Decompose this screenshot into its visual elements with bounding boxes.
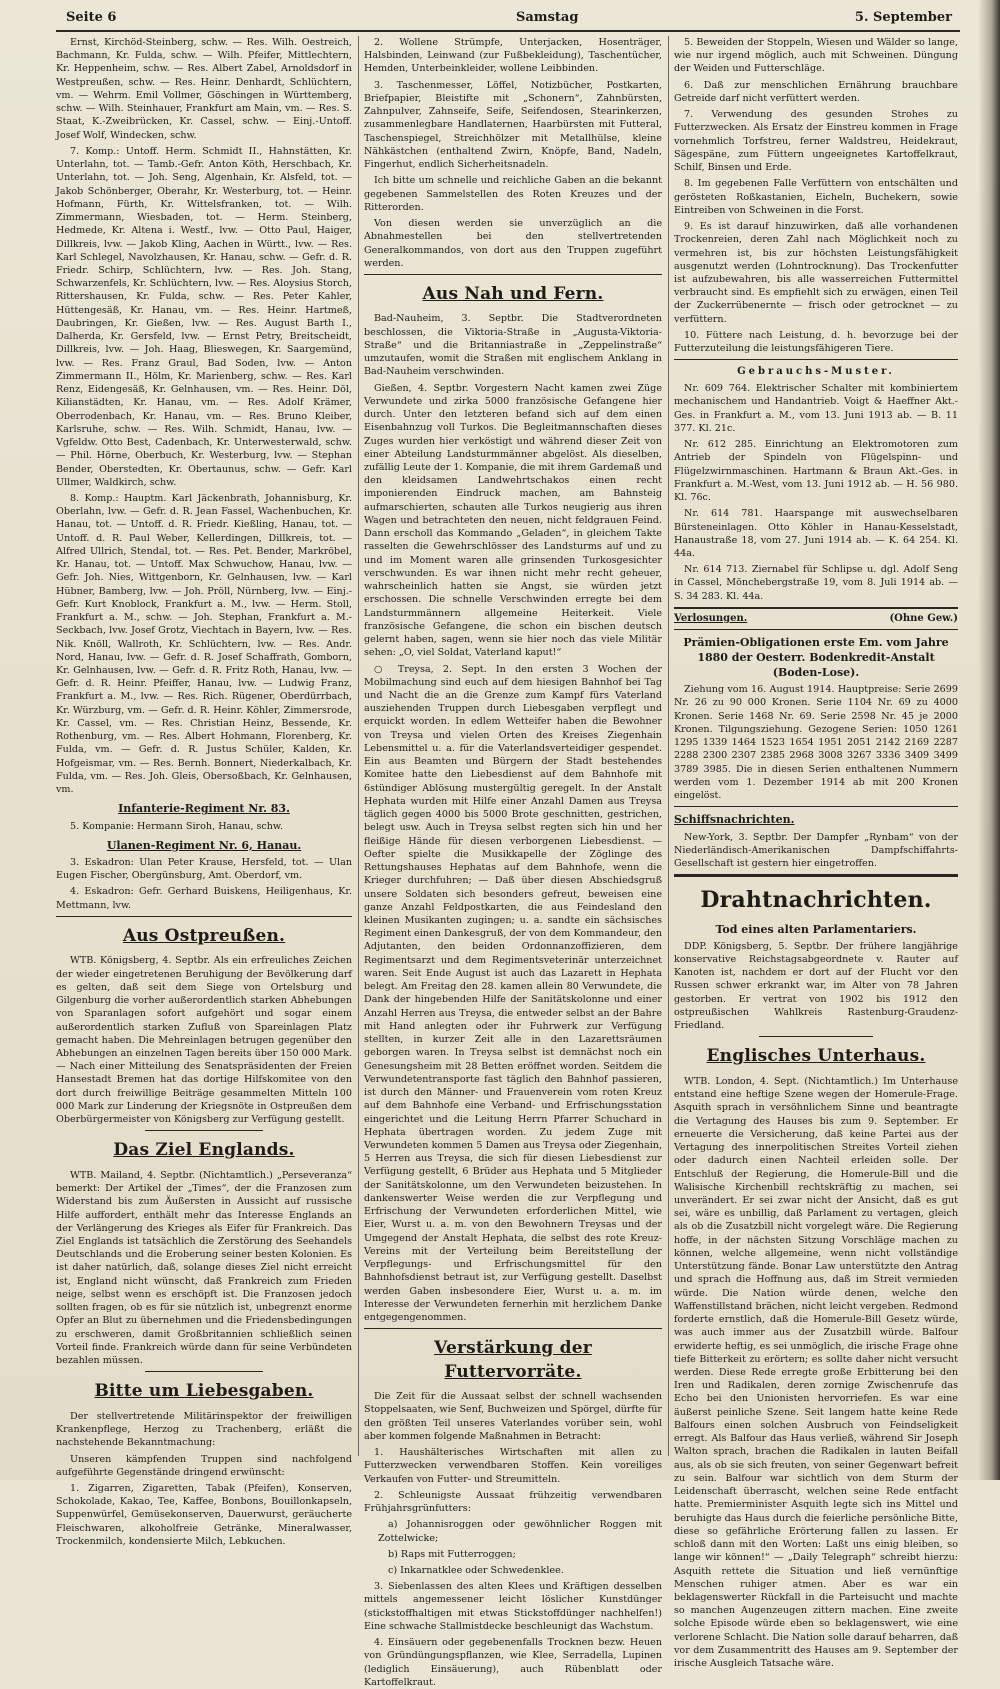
column-3 xyxy=(674,36,958,1670)
futter-headline: Verstärkung der Futtervorräte. xyxy=(434,1338,592,1382)
casualty-komp-8: 8. Komp.: Hauptm. Karl Jäckenbrath, Johannisburg, Kr. Oberlahn, lvw. — Gefr. d. R. Jean Fassel, Wachenbuchen, Kr. Hanau, tot. — Untoff. d. R. Friedr. Kießling, Hanau, tot. — Untoff. d. R. Paul Weber, Kellerdingen, Dillkreis, tot. — Alfred Ullrich, Stendal, tot. — Res. Pet. Bender, Markröbel, Kr. Hanau, tot. — Untoff. Max Schwuchow, Hanau, lvw. — Gefr. Joh. Nies, Wittgenborn, Kr. Gelnhausen, lvw. — Karl Hübner, Bamberg, lvw. — Joh. Pröll, Nürnberg, lvw. — Einj.-Gefr. Kurt Knoblock, Frankfurt a. M., lvw. — Herm. Stoll, Frankfurt a. M., schw. — Joh. Stephan, Frankfurt a. M.-Seckbach, lvw. Josef Grotz, Viechtach in Bayern, lvw. — Res. Nik. Knöll, Wallroth, Kr. Schlüchtern, lvw. — Res. Andr. Nord, Hanau, lvw. — Gefr. d. R. Josef Schaffrath, Gomborn, Kr. Gelnhausen, lvw. — Gefr. d. R. Fritz Roth, Hanau, lvw. — Gefr. d. R. Heinr. Pfeiffer, Hanau, lvw. — Ludwig Franz, Frankfurt a. M., lvw. — Res. Rich. Rügener, Oberdürrbach, Kr. Würzburg, vm. — Gefr. d. R. Heinr. Köhler, Zimmersrode, Kr. Cassel, vm. — Res. Christian Heinz, Bessende, Kr. Rothenburg, vm. — Res. Albert Hohmann, Florenberg, Kr. Fulda, vm. — Gefr. d. R. Justus Schüler, Kalden, Kr. Hofgeismar, vm. — Res. Bernh. Bonnert, Niederkalbach, Kr. Fulda, vm. — Res. Joh. Gleis, Obersoßbach, Kr. Gelnhausen, vm. xyxy=(56,492,352,796)
column-rule-1 xyxy=(358,36,359,1456)
verlosungen-box xyxy=(674,607,958,630)
regiment-83-heading: Infanterie-Regiment Nr. 83. xyxy=(118,802,290,816)
muster-entry-1: Nr. 609 764. Elektrischer Schalter mit kombiniertem mechanischem und Handantrieb. Voigt & Haeffner Akt.-Ges. in Frankfurt a. M., vom 13. Juni 1913 ab. — B. 11 377. Kl. 21c. xyxy=(674,383,958,434)
muster-entry-2: Nr. 612 285. Einrichtung an Elektromotoren zum Antrieb der Spindeln von Flügelspinn- und Flügelzwirnmaschinen. Hartmann & Braun Akt.-Ges. in Frankfurt a. M.-West, vom 13. Juni 1912 ab. — H. 56 980. Kl. 76c. xyxy=(674,439,958,504)
column-1 xyxy=(56,36,352,1547)
divider xyxy=(759,1036,873,1037)
ulanen-heading: Ulanen-Regiment Nr. 6, Hanau. xyxy=(106,838,302,852)
futter-point-3: 3. Siebenlassen des alten Klees und Kräftigen desselben mittels angemessener leicht löslicher Kunstdünger (stickstoffhaltigen mit etwas Stickstoffdünger nachhelfen!) Eine schwache Stallmistdecke beschleunigt das Wachstum. xyxy=(364,1581,662,1632)
schiff-text: New-York, 3. Septbr. Der Dampfer „Rynbam“ von der Niederländisch-Amerikanischen Dampfschiffahrts-Gesellschaft ist gestern hier eingetroffen. xyxy=(674,831,958,869)
liebesgaben-item-1: 1. Zigarren, Zigaretten, Tabak (Pfeifen), Konserven, Schokolade, Kakao, Tee, Kaffee, Bonbons, Bouillonkapseln, Suppenwürfel, Gemüsekonserven, Dauerwurst, geräucherte Fleischwaren, alkoholfreie Getränke, Mineralwasser, Trockenmilch, kondensierte Milch, Lebkuchen. xyxy=(56,1482,352,1547)
liebesgaben-item-3: 3. Taschenmesser, Löffel, Notizbücher, Postkarten, Briefpapier, Bleistifte mit „Schonern“, Zahnbürsten, Zahnpulver, Zahnseife, Seife, Seifendosen, Stearinkerzen, zusammenlegbare Handlaternen, Haarbürsten mit Futteral, Taschenspiegel, Streichhölzer mit Metallhülse, kleine Nähkästchen (enthaltend Zwirn, Knöpfe, Band, Nadeln, Fingerhut, endlich Sicherheitsnadeln. xyxy=(364,79,662,171)
verlosungen-note: (Ohne Gew.) xyxy=(889,612,958,624)
divider xyxy=(364,274,662,275)
ulanen-text-1: 3. Eskadron: Ulan Peter Krause, Hersfeld, tot. — Ulan Eugen Fischer, Obergünsburg, Amt. Oberdorf, vm. xyxy=(56,856,352,882)
casualty-list-start: Ernst, Kirchöd-Steinberg, schw. — Res. Wilh. Oestreich, Bachmann, Kr. Fulda, schw. — Wilh. Pfeifer, Mittlechtern, Kr. Heppenheim, schw. — Res. Albert Zabel, Arnoldsdorf in Westpreußen, schw. — Res. Heinr. Denhardt, Schlüchtern, vm. — Wehrm. Emil Vollmer, Göschingen in Württemberg, schw. — Wilh. Steinhauer, Frankfurt am Main, vm. — Res. S. Staat, K.-Zweibrücken, Kr. Cassel, schw. — Einj.-Untoff. Josef Wolf, Windecken, schw. xyxy=(56,37,352,141)
drahtnachrichten-subhead: Tod eines alten Parlamentariers. xyxy=(715,922,917,936)
column-2 xyxy=(364,36,662,1688)
regiment-83-text: 5. Kompanie: Hermann Siroh, Hanau, schw. xyxy=(70,820,284,832)
date: 5. September xyxy=(854,10,952,25)
ostpreussen-headline: Aus Ostpreußen. xyxy=(122,925,286,946)
drahtnachrichten-text: DDP. Königsberg, 5. Septbr. Der frühere langjährige konservative Reichstagsabgeordnete v. Rauter auf Kanoten ist, nachdem er dort auf der Flucht vor den Russen schwer erkrankt war, im Alter von 78 Jahren gestorben. Er vertrat von 1902 bis 1912 den ostpreußischen Wahlkreis Rastenburg-Graudenz-Friedland. xyxy=(674,940,958,1032)
futter-list-c: c) Inkarnatklee oder Schwedenklee. xyxy=(388,1564,564,1576)
ziel-englands-article: WTB. Mailand, 4. Septbr. (Nichtamtlich.) „Perseveranza“ bemerkt: Der Artikel der „Times“, der die Franzosen zum Widerstand bis zum Äußersten in Aussicht auf russische Hilfe auffordert, enthält mehr das Interesse Englands an der Verlängerung des Krieges als Eifer für Frankreich. Das Ziel Englands ist tatsächlich die Zerstörung des Seehandels Deutschlands und die Eroberung seiner besten Kolonien. Es ist daher natürlich, daß, solange dieses Ziel nicht erreicht ist, England nicht wünscht, daß Frankreich zum Frieden neige, selbst wenn es erschöpft ist. Die Franzosen jedoch sollten fragen, ob es für sie nützlich ist, unbegrenzt enorme Opfer an Blut zu übernehmen und die Friedensbedingungen zu erschweren, damit Großbritannien schließlich seinen Vorteil finde. Frankreich würde dann für seine Verbündeten bezahlen müssen. xyxy=(56,1169,352,1367)
praemien-heading: Prämien-Obligationen erste Em. vom Jahre 1880 der Oesterr. Bodenkredit-Anstalt (Boden-Lose). xyxy=(683,635,949,680)
unterhaus-text: WTB. London, 4. Sept. (Nichtamtlich.) Im Unterhause entstand eine heftige Szene wegen der Homerule-Frage. Asquith sprach in versöhnlichem Sinne und beantragte die Vertagung des Hauses bis zum 9. September. Er erneuerte die Versicherung, daß keine Partei aus der Vertagung des innerpolitischen Streites Vorteil ziehen oder dadurch einen Nachteil erleiden solle. Der Entschluß der Regierung, die Homerule-Bill und die Walisische Kirchenbill rechtskräftig zu machen, sei unverändert. Er sei zwar nicht der Ansicht, daß es gut sei, wäre es unbillig, daß Parlament zu vertagen, gleich als ob die Zusatzbill nicht vorgelegt wäre. Die Regierung hoffe, in der nächsten Sitzung Vorschläge machen zu können, welche allgemeine, wenn nicht vollständige Unterstützung fände. Bonar Law unterstützte den Antrag und sprach die Hoffnung aus, daß im Streit vermieden würde. Die Nation würde denen, welche den Waffenstillstand brächen, nicht leicht vergeben. Redmond forderte ernstlich, daß die Homerule-Bill Gesetz würde, was auch immer aus der Zusatzbill würde. Balfour erwiderte heftig, es sei unmöglich, die irische Frage ohne tiefe Bitterkeit zu erörtern; es sollte daher nicht versucht werden. Diese Rede erregte große Erbitterung bei den Iren und Radikalen, deren zornige Zwischenrufe das Echo bei den Unionisten hervorriefen. Es war eine äußerst peinliche Szene. Seit langem hatte keine Rede Balfours einen solchen Ausbruch von Feindseligkeit erregt. Als Balfour das Haus verließ, während Sir Joseph Walton sprach, brachen die Radikalen in lauten Beifall aus, als ob sie sich freuten, von seiner Gegenwart befreit zu sein. Balfour war sichtlich von dem Sturm der Leidenschaft überrascht, welchen seine Rede entfacht hatte. Premierminister Asquith legte sich ins Mittel und beruhigte das Haus durch die feierliche persönliche Bitte, diese so gefährliche Erörterung fallen zu lassen. Er schloß dann mit den Worten: Laßt uns einig bleiben, so lange wir können!“ — „Daily Telegraph“ schreibt hierzu: Asquith rettete die Situation und ließ vernünftige Menschen ruhiger atmen. Aber es war ein beklagenswerter Rückfall in die Parteisucht und machte so manchen Augenzeugen zittern machen. Eine zweite solche Episode würde eben so beklagenswert, wie eine verlorene Schlacht. Die Nation solle darauf beharren, daß vor dem Zusammentritt des Hauses am 9. September der irische Ausgleich Tatsache wäre. xyxy=(674,1075,958,1670)
futter-point-5: 5. Beweiden der Stoppeln, Wiesen und Wälder so lange, wie nur irgend möglich, auch mit Schweinen. Düngung der Weiden und Futterschläge. xyxy=(674,37,958,75)
ziel-englands-headline: Das Ziel Englands. xyxy=(113,1140,295,1161)
liebesgaben-item-2: 2. Wollene Strümpfe, Unterjacken, Hosenträger, Halsbinden, Leinwand (zur Fußbekleidung), Taschentücher, Hemden, Unterbeinkleider, wollene Leibbinden. xyxy=(364,37,662,75)
verlosungen-label: Verlosungen. xyxy=(674,612,748,624)
liebesgaben-close-2: Von diesen werden sie unverzüglich an die Abnahmestellen bei den stellvertretenden Generalkommandos, von dort aus den Truppen zugeführt werden. xyxy=(364,218,662,269)
giessen-item: Gießen, 4. Septbr. Vorgestern Nacht kamen zwei Züge Verwundete und zirka 5000 französische Gefangene hier durch. Unter den letzteren befand sich auf dem einen Eisenbahnzug voll Turkos. Die Begleitmannschaften dieses Zuges wurden hier verköstigt und während dieser Zeit von einer Abteilung Landsturmmänner abgelöst. Als dieselben, zufällig Leute der 1. Kompanie, die mit ihrem Gardemaß und den kleidsamen Landwehrtschakos einen recht imponierenden Eindruck machen, am Bahnsteig aufmarschierten, schauten alle Turkos neugierig aus ihren Wagen und betrachteten den neuen, nicht feldgrauen Feind. Dann erscholl das Kommando „Geladen“, in gleichem Takte rasselten die Gewehrschlösser des Landsturms auf und zu und im Moment waren alle grinsenden Turkosgesichter verschwunden. Es war ihnen nicht mehr recht geheuer, wahrscheinlich hatten sie Angst, sie würden jetzt erschossen. Die schnelle Verschwinden erregte bei dem Landsturmmännern allgemeine Heiterkeit. Viele französische Gefangene, die schon ein bischen deutsch gelernt haben, sagen, wenn sie hier noch das viele Militär sehen: „O, viel Soldat, Vaterland kaput!“ xyxy=(364,382,662,659)
futter-list-b: b) Raps mit Futterroggen; xyxy=(388,1548,516,1560)
liebesgaben-intro: Der stellvertretende Militärinspektor der freiwilligen Krankenpflege, Herzog zu Trachenberg, erläßt die nachstehende Bekanntmachung: xyxy=(56,1410,352,1449)
divider xyxy=(674,359,958,360)
muster-entry-3: Nr. 614 781. Haarspange mit auswechselbaren Bürsteneinlagen. Otto Köhler in Hanau-Kesselstadt, Hanaustraße 18, vom 27. Juni 1914 ab. — K. 64 254. Kl. 44a. xyxy=(674,508,958,559)
futter-point-6: 6. Daß zur menschlichen Ernährung brauchbare Getreide darf nicht verfüttert werden. xyxy=(674,79,958,104)
schiff-heading: Schiffsnachrichten. xyxy=(674,813,795,827)
liebesgaben-headline: Bitte um Liebesgaben. xyxy=(94,1381,314,1402)
futter-point-8: 8. Im gegebenen Falle Verfüttern von entschälten und gerösteten Roßkastanien, Eicheln, Buchekern, sowie Eintreiben von Schweinen in die Forst. xyxy=(674,178,958,216)
treysa-item: ○ Treysa, 2. Sept. In den ersten 3 Wochen der Mobilmachung sind euch auf dem hiesigen Bahnhof bei Tag und Nacht die an die Grenze zum Kampf fürs Vaterland ausziehenden Truppen durch Liebesgaben verpflegt und erquickt worden. In edlem Wetteifer haben die Bewohner von Treysa und vielen Orten des Kreises Ziegenhain Lebensmittel u. a. für die Vaterlandsverteidiger gespendet. Ein aus Beamten und Bürgern der Stadt bestehendes Komitee hatte den Liebesdienst auf dem Bahnhofe mit 6stündiger Ablösung mustergültig geregelt. In der Anstalt Hephata wurden mit Hilfe einer Anzahl Damen aus Treysa täglich gegen 4000 bis 5000 Brote geschnitten, gestrichen, belegt usw. Auch in Treysa selbst regten sich hin und her fleißige Hände für diesen verborgenen Liebesdienst. — Oefter spielte die Musikkapelle der Zöglinge des Rettungshauses Hephatas auf dem Bahnhofe, wenn die Krieger durchfuhren; — Daß über diesen Abschiedsgruß unsere Soldaten sich besonders gefreut, beweisen eine ganze Anzahl Feldpostkarten, die aus Feindesland den kleinen Musikanten zugingen; u. a. sandte ein sächsisches Regiment einen Dankesgruß, der von dem Kommandeur, den Adjutanten, den beiden Ordonnanzoffizieren, dem Regimentsarzt und dem Regimentsveterinär unterzeichnet waren. Seit Ende August ist auch das Lazarett in Hephata belegt. Am Freitag den 28. kamen allein 80 Verwundete, die Dank der hingebenden Hilfe der Sanitätskolonne und einer Anzahl Herren aus Treysa, die entweder selbst an der Bahre mit Hand anlegten oder ihr Fuhrwerk zur Verfügung stellten, in kurzer Zeit alle in den Lazarettsräumen geborgen waren. In Treysa selbst ist demnächst noch ein Genesungsheim mit 28 Betten eröffnet worden. Seitdem die Verwundetentransporte fast täglich den Bahnhof passieren, ist durch den Männer- und Frauenverein vom roten Kreuz auf dem Bahnhofe eine Verband- und Erfrischungsstation eingerichtet und die Leitung Herrn Pfarrer Schuchard in Hephata übertragen worden. Zu jedem Zuge mit Verwundeten kommen 5 Damen aus Treysa oder Ziegenhain, 5 Herren aus Treysa, die sich für diesen Liebesdienst zur Verfügung gestellt, 6 Brüder aus Hephata und 5 Mitglieder der Sanitätskolonne, um den Verwundeten beizustehen. In dankenswerter Weise werden die zur Verpflegung und Erfrischung der Verwundeten erforderlichen Mittel, wie Eier, Wurst u. a. m. von den Bewohnern Treysas und der Umgegend der Anstalt Hephata, die selbst des rote Kreuz-Vereins mit der Verteilung beim Bereitstellung der Verpflegungs- und Erfrischungsmittel für den Bahnhofsdienst betraut ist, zur Verfügung gestellt. Daselbst werden Gaben insbesondere Eier, Wurst u. a. m. im Interesse der Verwundeten fernerhin mit herzlichem Danke entgegengenommen. xyxy=(364,663,662,1324)
nah-fern-headline: Aus Nah und Fern. xyxy=(422,283,604,304)
page-edge-shadow xyxy=(978,0,1000,1480)
muster-entry-4: Nr. 614 713. Ziernabel für Schlipse u. dgl. Adolf Seng in Cassel, Mönchebergstraße 19, vom 8. Juli 1914 ab. — S. 34 283. Kl. 44a. xyxy=(674,564,958,602)
divider-bold xyxy=(674,874,958,877)
column-rule-2 xyxy=(668,36,669,1456)
casualty-komp-7: 7. Komp.: Untoff. Herm. Schmidt II., Hahnstätten, Kr. Unterlahn, tot. — Tamb.-Gefr. Anton Köth, Herschbach, Kr. Unterlahn, tot. — Joh. Seng, Algenhain, Kr. Alsfeld, tot. — Jakob Schönberger, Oberahr, Kr. Westerburg, tot. — Heinr. Hofmann, Fürth, Kr. Wittelsfranken, tot. — Wilh. Zimmermann, Wiesbaden, tot. — Herm. Steinberg, Hedmede, Kr. Altena i. Westf., lvw. — Otto Paul, Haiger, Dillkreis, lvw. — Jakob Kling, Aachen in Württ., lvw. — Res. Karl Schlegel, Navolzhausen, Kr. Hanau, schw. — Gefr. d. R. Friedr. Schirp, Schlüchtern, lvw. — Res. Joh. Stang, Schwarzenfels, Kr. Schlüchtern, lvw. — Res. Aloysius Storch, Rittershausen, Kr. Fulda, schw. — Res. Peter Kahler, Hüttengesäß, Kr. Hanau, vm. — Res. Heinr. Hartmeß, Daubringen, Kr. Gießen, lvw. — Res. August Barth I., Dalherda, Kr. Gersfeld, lvw. — Ernst Petry, Breitscheidt, Dillkreis, lvw. — Joh. Haag, Blieswegen, Kr. Saargemünd, lvw. — Res. Franz Graul, Bad Soden, lvw. — Anton Zimmermann II., Hölm, Kr. Marienberg, schw. — Res. Karl Renz, Eidengesäß, Kr. Gelnhausen, vm. — Res. Heinr. Döl, Kilianstädten, Kr. Hanau, vm. — Res. Adolf Krämer, Oberrodenbach, Kr. Hanau, vm. — Res. Bruno Kleiber, Karlsruhe, schw. — Res. Wilh. Schmidt, Hanau, lvw. — Vgfeldw. Otto Best, Cadenbach, Kr. Unterwesterwald, schw. — Phil. Hörne, Oberbuch, Kr. Westerburg, lvw. — Stephan Bender, Oberstedten, Kr. Obertaunus, schw. — Gefr. Karl Ullmer, Waldkirch, schw. xyxy=(56,145,352,488)
page-header xyxy=(56,8,960,32)
drahtnachrichten-headline: Drahtnachrichten. xyxy=(700,887,932,914)
unterhaus-headline: Englisches Unterhaus. xyxy=(706,1046,926,1067)
liebesgaben-close-1: Ich bitte um schnelle und reichliche Gaben an die bekannt gegebenen Sammelstellen des Roten Kreuzes und der Ritterorden. xyxy=(364,175,662,213)
divider xyxy=(674,806,958,807)
futter-list-a: a) Johannisroggen oder gewöhnlicher Roggen mit Zottelwicke; xyxy=(378,1519,662,1544)
divider xyxy=(145,1130,263,1131)
futter-point-9: 9. Es ist darauf hinzuwirken, daß alle vorhandenen Trockenreien, deren Zahl nach Möglichkeit noch zu vermehren ist, bis zur höchsten Leistungsfähigkeit ausgenutzt werden (Lohntrocknung). Das Trockenfutter ist aufzubewahren, bis alle wasserreichen Futtermittel verbraucht sind. Es empfiehlt sich zu erwägen, einen Teil der Zuckerrübenernte — frisch oder getrocknet — zu verfüttern. xyxy=(674,221,958,325)
verlosungen-heading-row xyxy=(674,612,958,626)
bad-nauheim-item: Bad-Nauheim, 3. Septbr. Die Stadtverordneten beschlossen, die Viktoria-Straße in „Augusta-Viktoria-Straße“ und die Britanniastraße in „Zeppelinstraße“ umzutaufen, womit die Straßen mit englischem Anklang in Bad-Nauheim verschwinden. xyxy=(364,313,662,378)
futter-point-7: 7. Verwendung des gesunden Strohes zu Futterzwecken. Als Ersatz der Einstreu kommen in Frage vornehmlich Torfstreu, ferner Waldstreu, Heidekraut, Sägespäne, zum Füttern ungeeignetes Kartoffelkraut, Schilf, Binsen und Erde. xyxy=(674,109,958,174)
weekday: Samstag xyxy=(516,10,579,25)
futter-point-10: 10. Füttere nach Leistung, d. h. bevorzuge bei der Futterzuteilung die leistungsfähigeren Tiere. xyxy=(674,329,958,355)
praemien-text: Ziehung vom 16. August 1914. Hauptpreise: Serie 2699 Nr. 26 zu 90 000 Kronen. Serie 1104 Nr. 69 zu 4000 Kronen. Serie 1468 Nr. 69. Serie 2598 Nr. 45 je 2000 Kronen. Tilgungsziehung. Gezogene Serien: 1050 1261 1295 1339 1464 1523 1654 1951 2051 2142 2169 2287 2288 2300 2307 2385 2968 3008 3267 3336 3409 3499 3789 3985. Die in diesen Serien enthaltenen Nummern werden vom 1. Dezember 1914 ab mit 200 Kronen eingelöst. xyxy=(674,684,958,802)
gebrauchsmuster-heading: Gebrauchs-Muster. xyxy=(737,366,895,378)
page-number: Seite 6 xyxy=(66,10,117,25)
ostpreussen-article: WTB. Königsberg, 4. Septbr. Als ein erfreuliches Zeichen der wieder eingetretenen Beruhigung der Bevölkerung darf es gelten, daß seit dem Siege von Ortelsburg und Gilgenburg die vorher außerordentlich starken Abhebungen von Sparanlagen sofort aufgehört und sogar einem außerordentlich starken Zufluß von Spareinlagen Platz gemacht haben. Die Mehreinlagen betrugen gegenüber den Abhebungen an einzelnen Tagen bereits über 150 000 Mark. — Nach einer Mitteilung des Senatspräsidenten der Freien Hansestadt Bremen hat das dortige Hilfskomitee von den dort durch freiwillige Beiträge gesammelten Mitteln 100 000 Mark zur Linderung der Kriegsnöte in Ostpreußen dem Oberbürgermeister von Königsberg zur Verfügung gestellt. xyxy=(56,955,352,1126)
futter-point-1: 1. Haushälterisches Wirtschaften mit allen zu Futterzwecken verwendbaren Stoffen. Kein voreiliges Verkaufen von Futter- und Streumitteln. xyxy=(364,1447,662,1485)
divider xyxy=(145,1371,263,1372)
divider xyxy=(364,1328,662,1329)
liebesgaben-intro-2: Unseren kämpfenden Truppen sind nachfolgend aufgeführte Gegenstände dringend erwünscht: xyxy=(56,1453,352,1478)
futter-intro: Die Zeit für die Aussaat selbst der schnell wachsenden Stoppelsaaten, wie Senf, Buchweizen und Spörgel, dürfte für den größten Teil unseres Vaterlandes vorüber sein, wohl aber kommen folgende Maßnahmen in Betracht: xyxy=(364,1391,662,1442)
ulanen-text-2: 4. Eskadron: Gefr. Gerhard Buiskens, Heiligenhaus, Kr. Mettmann, lvw. xyxy=(56,886,352,911)
futter-point-2: 2. Schleunigste Aussaat frühzeitig verwendbaren Frühjahrsgrünfutters: xyxy=(364,1489,662,1515)
divider xyxy=(56,916,352,917)
futter-point-4: 4. Einsäuern oder gegebenenfalls Trocknen bezw. Heuen von Gründüngungspflanzen, wie Klee, Serradella, Lupinen (lediglich Einsäuerung), auch Rübenblatt oder Kartoffelkraut. xyxy=(364,1637,662,1688)
